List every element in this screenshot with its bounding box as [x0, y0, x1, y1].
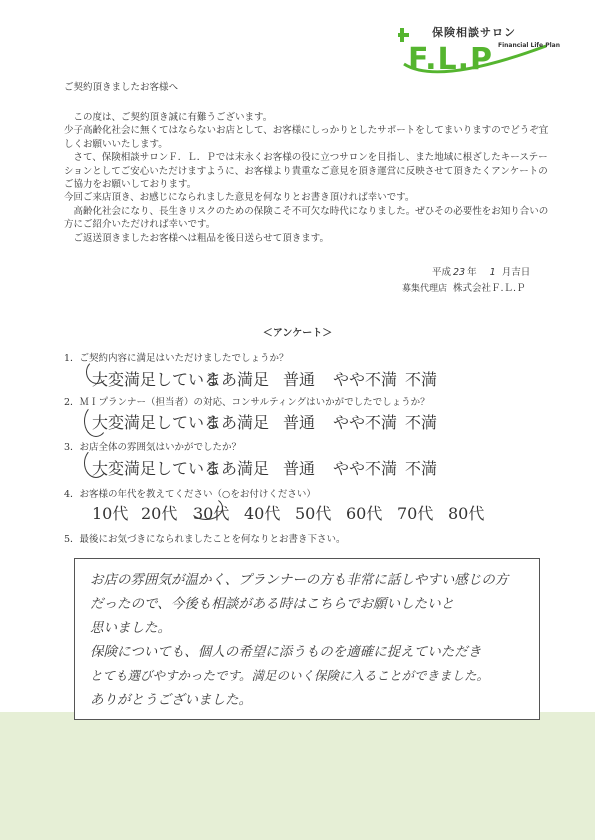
- selection-circle: [86, 360, 108, 384]
- survey-title: ＜アンケート＞: [262, 328, 333, 339]
- question-4-options: [0, 501, 595, 523]
- selection-circle: [84, 405, 108, 437]
- option[interactable]: 大変満足している: [92, 413, 221, 432]
- paragraph: 今回ご来店頂き、お感じになられました意見を何なりとお書き頂ければ幸いです。: [64, 192, 415, 204]
- option[interactable]: 30代: [193, 504, 230, 523]
- option[interactable]: 不満: [405, 459, 438, 478]
- option[interactable]: まあ満足: [205, 459, 270, 478]
- option[interactable]: 大変満足している: [92, 370, 221, 389]
- paragraph: 高齢化社会になり、長生きリスクのための保険こそ不可欠な時代になりました。ぜひその必要性をお知り合いの方にご紹介いただければ幸いです。: [64, 205, 549, 231]
- option[interactable]: やや不満: [333, 413, 398, 432]
- option[interactable]: 60代: [346, 504, 383, 523]
- option[interactable]: 普通: [283, 370, 316, 389]
- option[interactable]: 50代: [295, 504, 332, 523]
- bottom-background-band: [0, 712, 595, 840]
- handwritten-line: とても選びやすかったです。満足のいく保険に入ることができました。: [90, 668, 490, 683]
- option[interactable]: やや不満: [333, 459, 398, 478]
- option[interactable]: 70代: [397, 504, 434, 523]
- question-4: 4．お客様の年代を教えてください（○をお付けください）: [64, 489, 316, 500]
- handwritten-line: お店の雰囲気が温かく、プランナーの方も非常に話しやすい感じの方: [90, 572, 509, 588]
- logo-name: F.L.P: [408, 42, 493, 77]
- option[interactable]: 普通: [283, 413, 316, 432]
- handwritten-line: 思いました。: [90, 620, 171, 636]
- paragraph: ご返送頂きましたお客様へは粗品を後日送らせて頂きます。: [64, 232, 329, 244]
- question-3: 3．お店全体の雰囲気はいかがでしたか？: [64, 442, 242, 453]
- option[interactable]: 大変満足している: [92, 459, 221, 478]
- letter-body: [64, 111, 554, 245]
- handwritten-line: ありがとうございました。: [90, 692, 252, 708]
- date-line: 平成 23 年 1 月吉日: [432, 267, 531, 278]
- option[interactable]: まあ満足: [205, 370, 270, 389]
- option[interactable]: 10代: [92, 504, 129, 523]
- paragraph: 少子高齢化社会に無くてはならないお店として、お客様にしっかりとしたサポートをしてまいりますのでどうぞ宜しくお願いいたします。: [64, 125, 549, 150]
- logo-title: 保険相談サロン: [432, 26, 516, 39]
- question-2: 2．ＭＩプランナー（担当者）の対応、コンサルティングはいかがでしたでしょうか？: [64, 397, 430, 408]
- selection-circle: [189, 496, 223, 520]
- handwritten-line: 保険についても、個人の希望に添うものを適確に捉えていただき: [90, 644, 482, 660]
- agent-line: 募集代理店 株式会社Ｆ.Ｌ.Ｐ: [402, 283, 526, 294]
- paragraph: この度は、ご契約頂き誠に有難うございます。: [64, 112, 273, 123]
- option[interactable]: まあ満足: [205, 413, 270, 432]
- option[interactable]: 不満: [405, 413, 438, 432]
- greeting: ご契約頂きましたお客様へ: [64, 82, 179, 93]
- option[interactable]: 20代: [141, 504, 178, 523]
- handwritten-answer: [90, 568, 530, 712]
- handwritten-year: 23: [453, 267, 466, 278]
- option[interactable]: 40代: [244, 504, 281, 523]
- option[interactable]: 普通: [283, 459, 316, 478]
- selection-circle: [84, 448, 108, 478]
- option[interactable]: やや不満: [333, 370, 398, 389]
- question-5: 5．最後にお気づきになられましたことを何なりとお書き下さい。: [64, 534, 346, 545]
- question-1: 1．ご契約内容に満足はいただけましたでしょうか？: [64, 353, 289, 364]
- handwritten-month: 1: [489, 267, 496, 278]
- logo-sub: Financial Life Plan: [498, 42, 560, 49]
- handwritten-line: だったので、今後も相談がある時はこちらでお願いしたいと: [90, 596, 455, 612]
- option[interactable]: 不満: [405, 370, 438, 389]
- option[interactable]: 80代: [448, 504, 485, 523]
- paragraph: さて、保険相談サロンＦ．Ｌ．Ｐでは末永くお客様の役に立つサロンを目指し、また地域に根ざしたキーステーションとしてご安心いただけますように、お客様より貴重なご意見を頂き運営に反映させて頂きたくアンケートのご協力をお願いしております。: [64, 152, 548, 191]
